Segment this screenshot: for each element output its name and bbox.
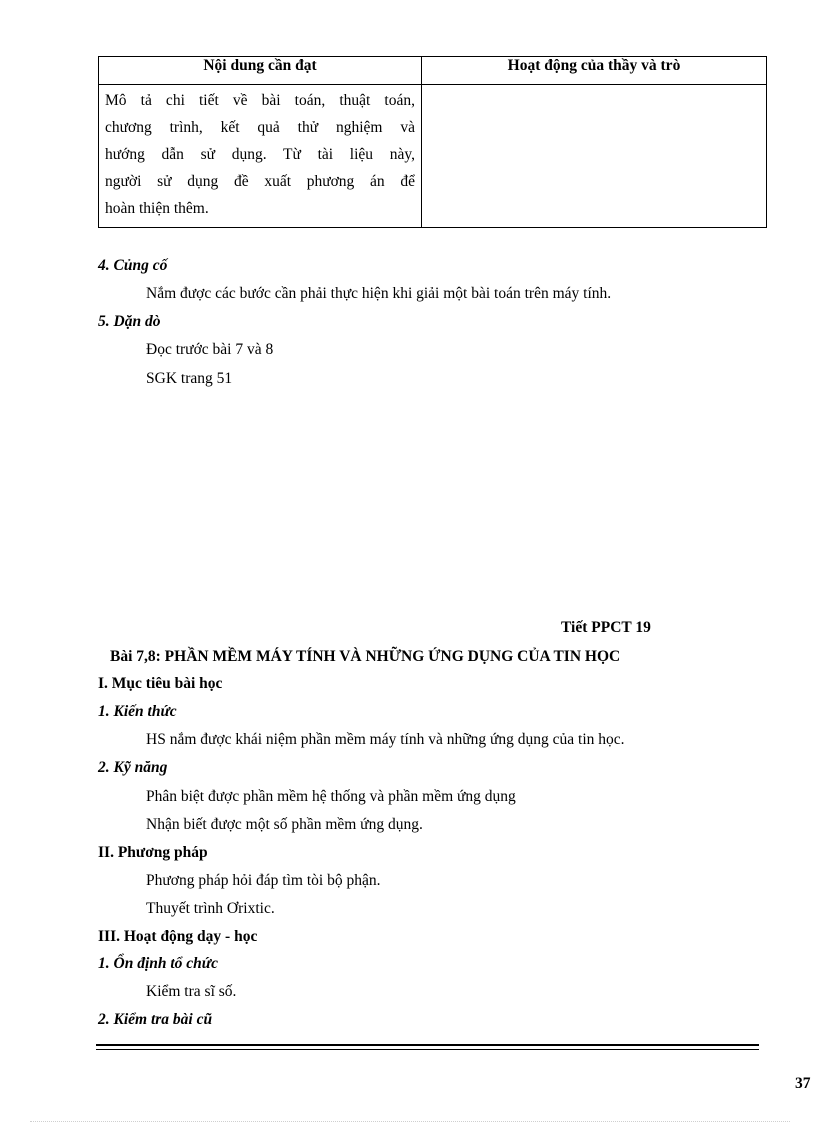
table-cell-content — [99, 85, 422, 228]
knowledge-text: HS nắm được khái niệm phần mềm máy tính và những ứng dụng của tin học. — [146, 731, 625, 748]
organization-heading: 1. Ổn định tổ chức — [98, 955, 218, 972]
skill-item: Phân biệt được phần mềm hệ thống và phần mềm ứng dụng — [146, 788, 516, 805]
section-5-heading: 5. Dặn dò — [98, 313, 161, 330]
footer-rule-thick — [96, 1044, 759, 1046]
skill-item: Nhận biết được một số phần mềm ứng dụng. — [146, 816, 423, 833]
organization-text: Kiểm tra sĩ số. — [146, 983, 237, 1000]
table-header-content: Nội dung cần đạt — [99, 57, 422, 85]
content-line: Mô tả chi tiết về bài toán, thuật toán, — [105, 92, 415, 109]
part-3-heading: III. Hoạt động dạy - học — [98, 928, 258, 945]
method-item: Phương pháp hỏi đáp tìm tòi bộ phận. — [146, 872, 381, 889]
footer-rule-thin — [96, 1049, 759, 1050]
content-line: hoàn thiện thêm. — [105, 200, 209, 217]
part-1-heading: I. Mục tiêu bài học — [98, 675, 223, 692]
table-header-activity: Hoạt động của thầy và trò — [422, 57, 767, 85]
method-item: Thuyết trình Ơrixtic. — [146, 900, 275, 917]
section-5-item: Đọc trước bài 7 và 8 — [146, 341, 274, 358]
part-2-heading: II. Phương pháp — [98, 844, 208, 861]
content-line: chương trình, kết quả thử nghiệm và — [105, 119, 415, 136]
content-line: hướng dẫn sử dụng. Từ tài liệu này, — [105, 146, 415, 163]
lesson-period: Tiết PPCT 19 — [561, 619, 651, 636]
skills-heading: 2. Kỹ năng — [98, 759, 168, 776]
table-cell-activity — [422, 85, 767, 228]
section-5-item: SGK trang 51 — [146, 370, 233, 387]
page-number: 37 — [795, 1075, 811, 1092]
lesson-title: Bài 7,8: PHẦN MỀM MÁY TÍNH VÀ NHỮNG ỨNG DỤNG CỦA TIN HỌC — [110, 648, 621, 665]
page-edge-divider — [30, 1121, 790, 1122]
knowledge-heading: 1. Kiến thức — [98, 703, 177, 720]
content-line: người sử dụng đề xuất phương án để — [105, 173, 415, 190]
review-heading: 2. Kiểm tra bài cũ — [98, 1011, 213, 1028]
section-4-text: Nắm được các bước cần phải thực hiện khi giải một bài toán trên máy tính. — [146, 285, 612, 302]
section-4-heading: 4. Củng cố — [98, 257, 168, 274]
lesson-content-table — [98, 56, 767, 228]
